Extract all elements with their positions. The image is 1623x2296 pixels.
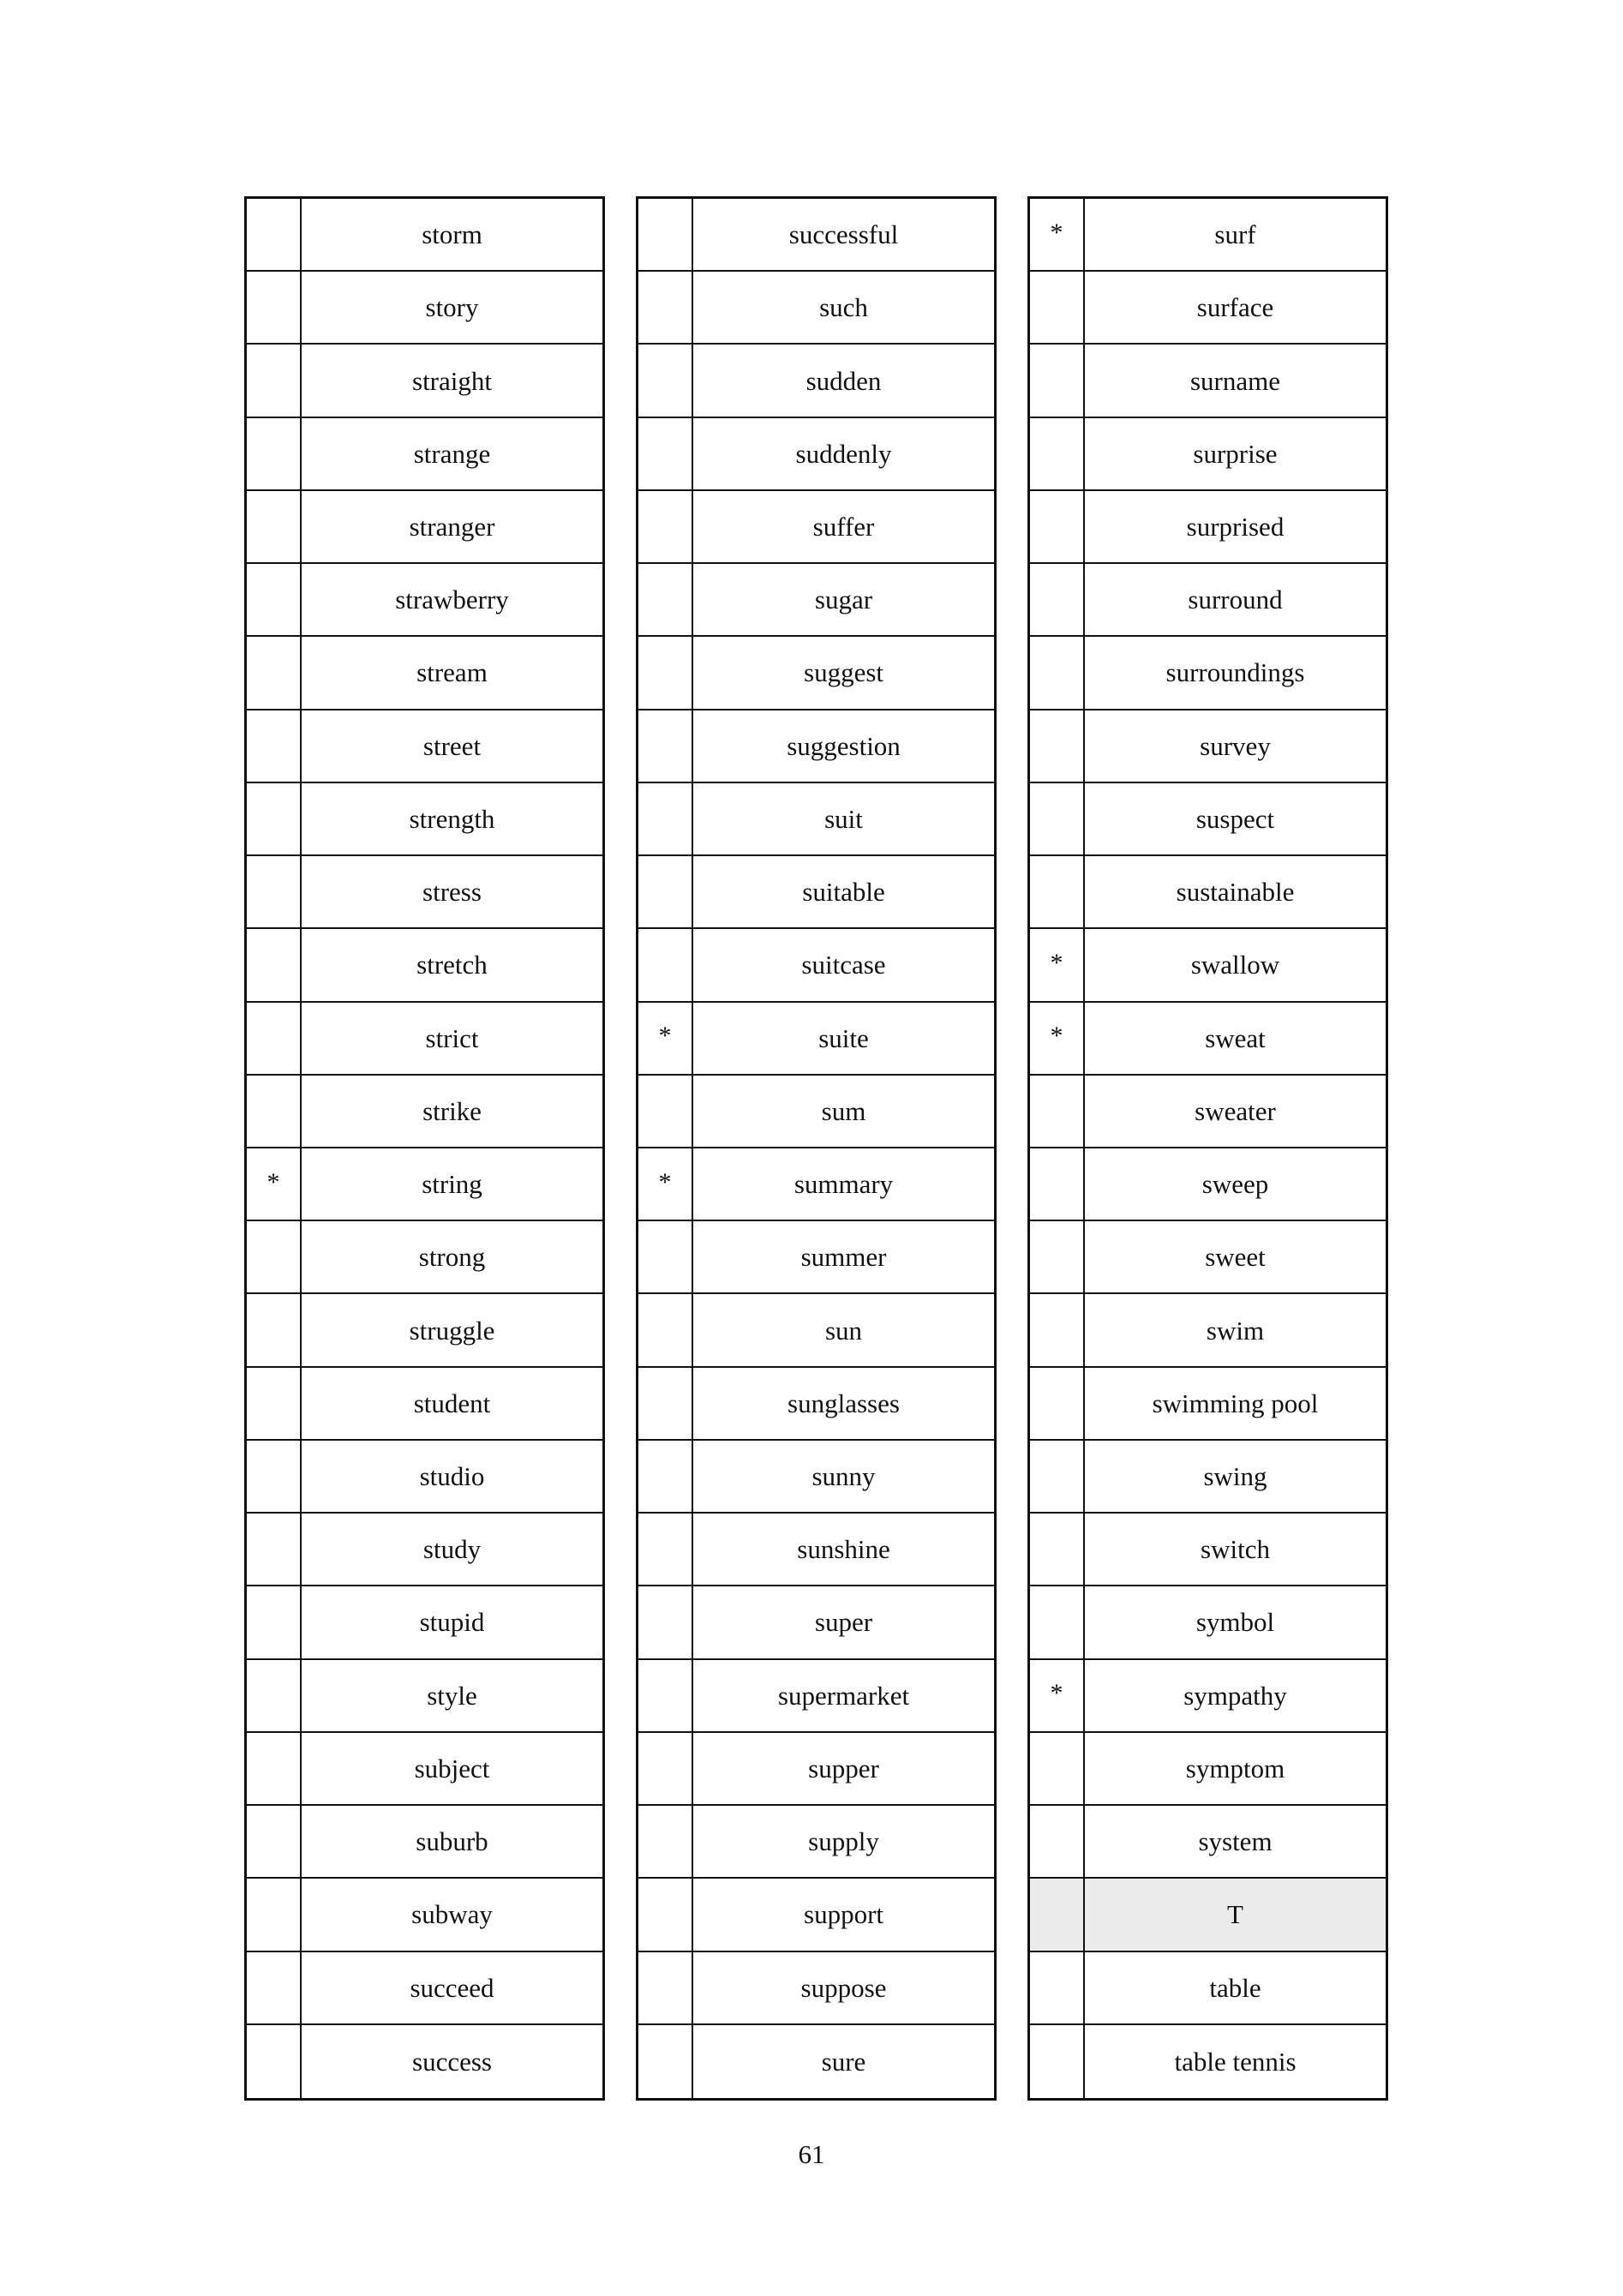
word-cell: summary: [794, 1169, 894, 1200]
mark-cell: [1030, 1148, 1085, 1220]
mark-cell: [247, 345, 302, 416]
mark-cell: [247, 710, 302, 782]
word-cell: successful: [788, 219, 899, 250]
mark-cell: *: [1030, 929, 1085, 1000]
mark-cell: [247, 1806, 302, 1877]
word-cell: sure: [821, 2046, 866, 2077]
table-row: [638, 637, 994, 710]
table-row: [638, 929, 994, 1002]
mark-cell: [247, 1294, 302, 1365]
word-cell: such: [819, 292, 868, 323]
table-row: [638, 856, 994, 929]
table-row: [1030, 345, 1386, 417]
table-row: [638, 418, 994, 491]
mark-cell: [638, 564, 693, 635]
mark-cell: [247, 1221, 302, 1292]
page-number: 61: [798, 2139, 825, 2169]
table-row: [1030, 1076, 1386, 1148]
mark-cell: [247, 856, 302, 927]
mark-cell: [1030, 710, 1085, 782]
mark-cell: [247, 1514, 302, 1585]
mark-cell: [1030, 1441, 1085, 1512]
word-cell: suburb: [416, 1826, 488, 1857]
table-row: [247, 1806, 602, 1879]
word-cell: studio: [419, 1461, 485, 1492]
table-row: [247, 1514, 602, 1586]
mark-cell: [1030, 1514, 1085, 1585]
mark-cell: [247, 199, 302, 270]
table-row: [638, 491, 994, 564]
mark-cell: [1030, 1076, 1085, 1147]
word-cell: sum: [821, 1095, 866, 1126]
word-cell: straight: [412, 365, 492, 396]
word-cell: stream: [416, 657, 488, 688]
mark-cell: [638, 2025, 693, 2098]
table-row: [247, 564, 602, 637]
table-row: [1030, 783, 1386, 856]
table-row: [247, 418, 602, 491]
table-row: [1030, 1660, 1386, 1733]
mark-cell: [247, 637, 302, 708]
word-cell: strength: [409, 803, 495, 834]
mark-cell: [247, 1952, 302, 2023]
word-cell: sugar: [814, 584, 873, 615]
mark-cell: [247, 1441, 302, 1512]
mark-cell: [1030, 856, 1085, 927]
table-row: [1030, 1514, 1386, 1586]
table-row: [1030, 564, 1386, 637]
word-cell: swimming pool: [1152, 1388, 1319, 1418]
word-cell: support: [804, 1899, 883, 1930]
table-row: [247, 199, 602, 272]
word-cell: suggestion: [787, 730, 901, 761]
mark-cell: *: [247, 1148, 302, 1220]
mark-cell: [638, 199, 693, 270]
word-cell: stress: [422, 877, 482, 908]
mark-cell: [1030, 1733, 1085, 1804]
word-cell: super: [814, 1607, 873, 1638]
table-row: [247, 491, 602, 564]
word-cell: suppose: [800, 1972, 887, 2003]
mark-cell: [638, 1514, 693, 1585]
table-row: [247, 1733, 602, 1806]
table-row: [247, 1879, 602, 1951]
table-row: [247, 929, 602, 1002]
word-cell: street: [422, 730, 482, 761]
table-row: [638, 1368, 994, 1441]
word-cell: swing: [1203, 1461, 1267, 1492]
word-cell: suggest: [804, 657, 883, 688]
mark-cell: [1030, 1294, 1085, 1365]
word-cell: sympathy: [1183, 1680, 1287, 1711]
mark-cell: [638, 1221, 693, 1292]
mark-cell: [247, 272, 302, 343]
table-row: [1030, 2025, 1386, 2098]
word-cell: subject: [414, 1753, 490, 1783]
table-row: [247, 856, 602, 929]
mark-cell: [638, 1076, 693, 1147]
word-cell: symbol: [1195, 1607, 1275, 1638]
table-row: [247, 1368, 602, 1441]
word-cell: surroundings: [1165, 657, 1305, 688]
word-cell: storm: [422, 219, 482, 250]
word-table-column-1: [244, 196, 605, 2101]
word-cell: system: [1198, 1826, 1273, 1857]
mark-cell: [638, 783, 693, 854]
mark-cell: [638, 1294, 693, 1365]
mark-cell: [638, 491, 693, 562]
table-row: [1030, 710, 1386, 783]
word-cell: sustainable: [1176, 877, 1295, 908]
mark-cell: [1030, 1586, 1085, 1658]
mark-cell: [247, 1076, 302, 1147]
table-row: [1030, 1148, 1386, 1221]
mark-cell: [247, 564, 302, 635]
word-cell: strange: [413, 438, 491, 469]
mark-cell: [638, 418, 693, 489]
table-row: [247, 1294, 602, 1367]
table-row: [638, 1003, 994, 1076]
table-row: [1030, 272, 1386, 345]
word-cell: suite: [818, 1022, 869, 1053]
mark-cell: [247, 1586, 302, 1658]
mark-cell: [1030, 345, 1085, 416]
word-cell: strict: [425, 1022, 479, 1053]
table-row: [638, 1660, 994, 1733]
table-row: [638, 564, 994, 637]
mark-cell: [638, 637, 693, 708]
word-cell: surf: [1214, 219, 1256, 250]
table-row: [1030, 856, 1386, 929]
table-row: [638, 1294, 994, 1367]
mark-cell: [1030, 1368, 1085, 1439]
mark-cell: [1030, 1879, 1085, 1950]
table-row: [638, 345, 994, 417]
word-cell: suffer: [812, 512, 875, 543]
mark-cell: [638, 345, 693, 416]
word-cell: student: [413, 1388, 491, 1418]
mark-cell: [247, 1733, 302, 1804]
table-row: [247, 1221, 602, 1294]
word-cell: stupid: [419, 1607, 485, 1638]
mark-cell: [247, 2025, 302, 2098]
mark-cell: [1030, 1806, 1085, 1877]
word-cell: strike: [422, 1095, 482, 1126]
word-cell: stretch: [416, 950, 488, 980]
word-cell: sunshine: [797, 1534, 890, 1565]
mark-cell: [247, 1879, 302, 1950]
mark-cell: [638, 1806, 693, 1877]
table-row: [1030, 491, 1386, 564]
word-cell: swim: [1206, 1315, 1265, 1346]
table-row: [247, 1660, 602, 1733]
word-cell: sun: [824, 1315, 863, 1346]
table-row: [638, 199, 994, 272]
table-row: [1030, 1733, 1386, 1806]
mark-cell: [247, 1003, 302, 1074]
table-row: [638, 783, 994, 856]
word-cell: strawberry: [395, 584, 509, 615]
mark-cell: [247, 1368, 302, 1439]
word-cell: sunglasses: [788, 1388, 900, 1418]
mark-cell: *: [1030, 1003, 1085, 1074]
word-cell: surface: [1196, 292, 1274, 323]
mark-cell: [1030, 1221, 1085, 1292]
table-row: [247, 1076, 602, 1148]
word-cell: suddenly: [795, 438, 892, 469]
mark-cell: [1030, 2025, 1085, 2098]
mark-cell: [638, 1660, 693, 1731]
word-cell: style: [427, 1680, 477, 1711]
table-row: [638, 710, 994, 783]
mark-cell: *: [638, 1148, 693, 1220]
word-cell: table: [1209, 1972, 1261, 2003]
word-cell: sweet: [1205, 1242, 1266, 1273]
mark-cell: [1030, 418, 1085, 489]
table-row: [638, 1148, 994, 1221]
word-cell: summer: [800, 1242, 887, 1273]
word-cell: string: [422, 1169, 482, 1200]
table-row: [247, 710, 602, 783]
table-row: [638, 1076, 994, 1148]
mark-cell: [638, 1733, 693, 1804]
word-cell: switch: [1201, 1534, 1270, 1565]
mark-cell: [638, 1368, 693, 1439]
mark-cell: [247, 491, 302, 562]
mark-cell: [638, 710, 693, 782]
table-row: [247, 1003, 602, 1076]
table-row: [247, 783, 602, 856]
table-row: [1030, 1368, 1386, 1441]
table-row: [247, 1586, 602, 1659]
table-row: [247, 637, 602, 710]
word-cell: sunny: [812, 1461, 876, 1492]
mark-cell: [638, 1586, 693, 1658]
table-row: [1030, 929, 1386, 1002]
mark-cell: [638, 272, 693, 343]
table-row: [638, 1952, 994, 2025]
table-row: [247, 1148, 602, 1221]
mark-cell: [247, 1660, 302, 1731]
table-row: [1030, 418, 1386, 491]
word-cell: suitcase: [801, 950, 886, 980]
table-row: [247, 1952, 602, 2025]
mark-cell: [1030, 1952, 1085, 2023]
word-cell: surprised: [1186, 512, 1285, 543]
table-row: [1030, 1952, 1386, 2025]
table-row: [247, 272, 602, 345]
table-row: [638, 1806, 994, 1879]
word-cell: surprise: [1193, 438, 1278, 469]
mark-cell: [247, 783, 302, 854]
mark-cell: [1030, 783, 1085, 854]
mark-cell: [638, 1879, 693, 1950]
mark-cell: [247, 418, 302, 489]
table-row: [638, 272, 994, 345]
mark-cell: *: [1030, 1660, 1085, 1731]
word-cell: swallow: [1190, 950, 1280, 980]
table-row: [638, 1879, 994, 1951]
mark-cell: [1030, 272, 1085, 343]
word-cell: sweat: [1205, 1022, 1266, 1053]
mark-cell: *: [1030, 199, 1085, 270]
word-cell: struggle: [409, 1315, 495, 1346]
word-cell: sudden: [806, 365, 882, 396]
mark-cell: [1030, 564, 1085, 635]
table-row: [1030, 637, 1386, 710]
table-row: [638, 1514, 994, 1586]
table-row: [1030, 1294, 1386, 1367]
word-cell: table tennis: [1174, 2046, 1297, 2077]
mark-cell: [638, 856, 693, 927]
section-letter-cell: T: [1227, 1899, 1243, 1930]
mark-cell: [247, 929, 302, 1000]
table-row: [638, 2025, 994, 2098]
word-cell: strong: [418, 1242, 486, 1273]
table-row: [638, 1733, 994, 1806]
table-row: [638, 1441, 994, 1514]
table-row: [247, 1441, 602, 1514]
word-cell: suspect: [1195, 803, 1275, 834]
table-row: [638, 1221, 994, 1294]
mark-cell: [1030, 491, 1085, 562]
word-cell: sweater: [1195, 1095, 1276, 1126]
table-row: [247, 2025, 602, 2098]
table-row: [1030, 199, 1386, 272]
word-cell: story: [425, 292, 479, 323]
word-cell: surround: [1188, 584, 1283, 615]
mark-cell: [1030, 637, 1085, 708]
table-row: [247, 345, 602, 417]
word-cell: succeed: [410, 1972, 494, 2003]
word-cell: success: [412, 2046, 492, 2077]
word-cell: stranger: [409, 512, 495, 543]
mark-cell: [638, 1441, 693, 1512]
word-cell: supper: [808, 1753, 879, 1783]
word-cell: subway: [411, 1899, 493, 1930]
mark-cell: *: [638, 1003, 693, 1074]
table-row: [1030, 1441, 1386, 1514]
table-row: [638, 1586, 994, 1659]
word-cell: suit: [824, 803, 863, 834]
word-cell: study: [422, 1534, 482, 1565]
word-cell: supply: [808, 1826, 879, 1857]
mark-cell: [638, 1952, 693, 2023]
table-row: [1030, 1221, 1386, 1294]
word-cell: surname: [1189, 365, 1281, 396]
word-cell: symptom: [1185, 1753, 1285, 1783]
word-table-column-2: [636, 196, 997, 2101]
word-cell: survey: [1200, 730, 1271, 761]
word-cell: supermarket: [777, 1680, 910, 1711]
word-cell: suitable: [802, 877, 885, 908]
table-row: [1030, 1586, 1386, 1659]
section-header-row: [1030, 1879, 1386, 1951]
table-row: [1030, 1806, 1386, 1879]
word-cell: sweep: [1201, 1169, 1269, 1200]
table-row: [1030, 1003, 1386, 1076]
word-table-column-3: [1027, 196, 1388, 2101]
mark-cell: [638, 929, 693, 1000]
